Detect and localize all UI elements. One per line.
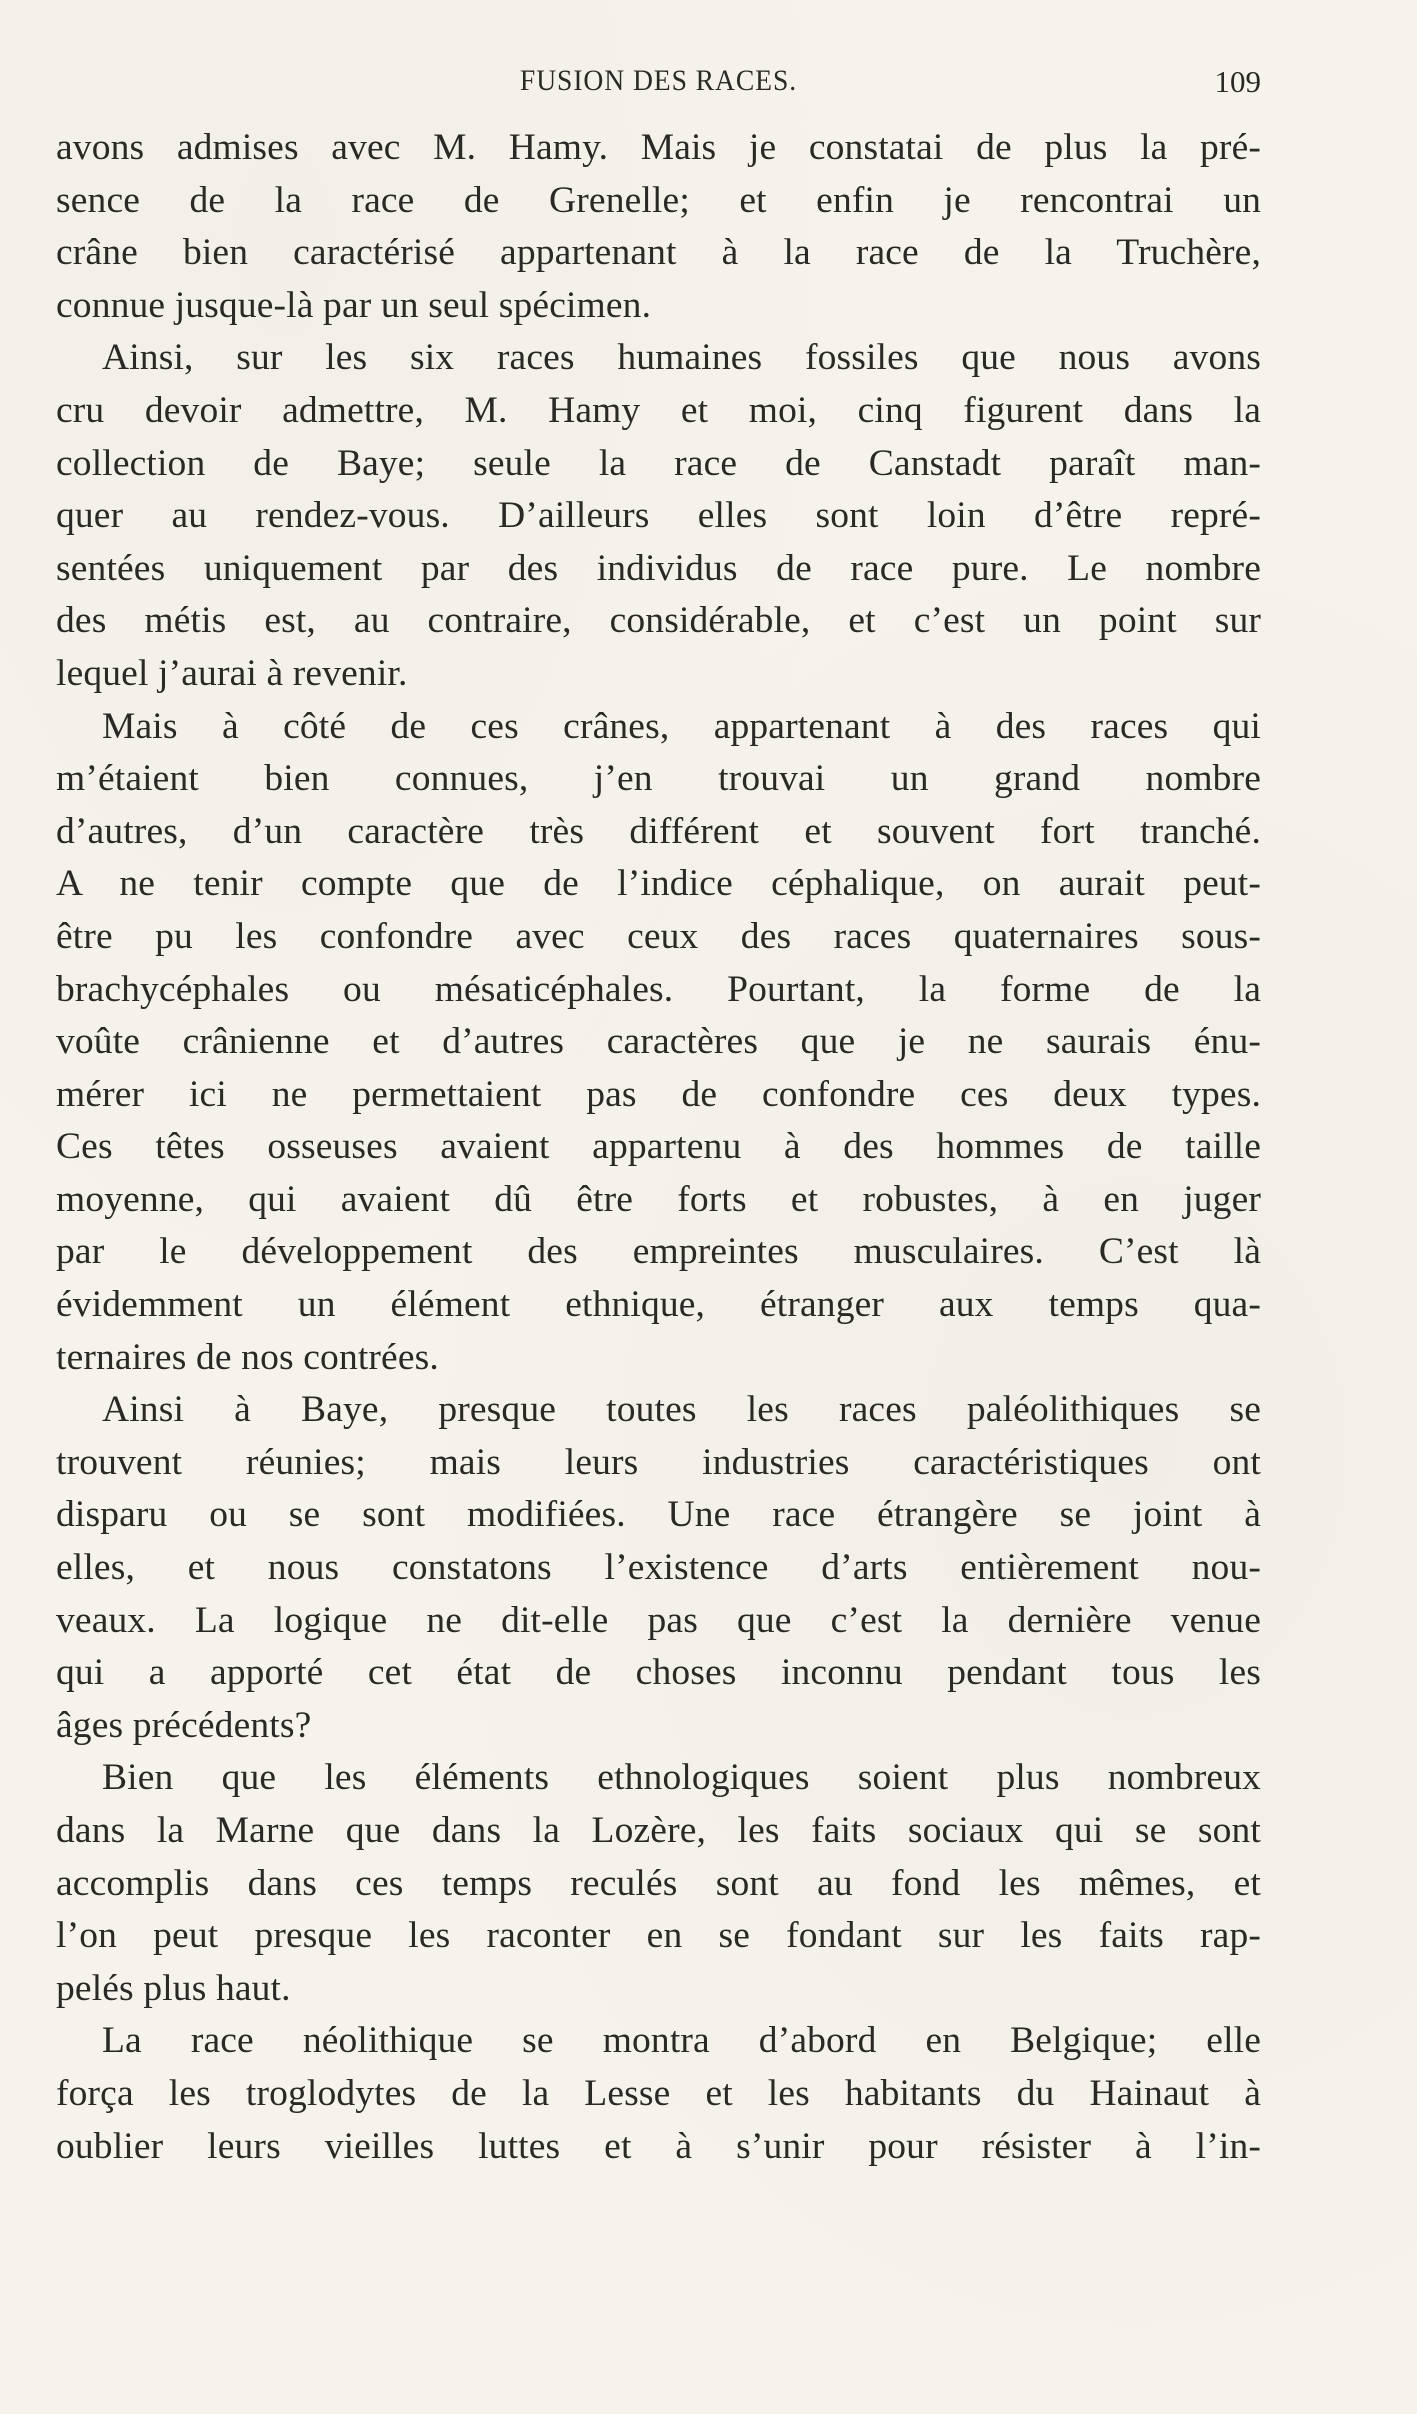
text-line: être pu les confondre avec ceux des races quaternaires sous- <box>56 915 1261 957</box>
text-line: elles, et nous constatons l’existence d’arts entièrement nou- <box>56 1547 1261 1589</box>
text-line: trouvent réunies; mais leurs industries caractéristiques ont <box>56 1441 1261 1483</box>
text-line: lequel j’aurai à revenir. <box>56 652 408 694</box>
text-line: ternaires de nos contrées. <box>56 1336 439 1378</box>
paragraph-1 <box>56 122 1261 332</box>
text-line: Ainsi à Baye, presque toutes les races paléolithiques se <box>102 1389 1261 1431</box>
text-line: cru devoir admettre, M. Hamy et moi, cinq figurent dans la <box>56 389 1261 431</box>
text-line: pelés plus haut. <box>56 1967 291 2009</box>
running-title: FUSION DES RACES. <box>519 64 798 97</box>
text-line: sence de la race de Grenelle; et enfin je rencontrai un <box>56 179 1261 221</box>
paragraph-4 <box>56 1384 1261 1752</box>
text-line: l’on peut presque les raconter en se fondant sur les faits rap- <box>56 1915 1261 1957</box>
text-line: disparu ou se sont modifiées. Une race étrangère se joint à <box>56 1494 1261 1536</box>
text-line: veaux. La logique ne dit-elle pas que c’est la dernière venue <box>56 1599 1261 1641</box>
text-line: Bien que les éléments ethnologiques soient plus nombreux <box>102 1757 1261 1799</box>
text-line: dans la Marne que dans la Lozère, les faits sociaux qui se sont <box>56 1810 1261 1851</box>
paragraph-3 <box>56 701 1261 1385</box>
text-line: La race néolithique se montra d’abord en Belgique; elle <box>102 2020 1261 2062</box>
text-line: connue jusque-là par un seul spécimen. <box>56 284 652 326</box>
paragraph-2 <box>56 332 1261 700</box>
text-line: oublier leurs vieilles luttes et à s’unir pour résister à l’in- <box>56 2125 1261 2167</box>
text-line: m’étaient bien connues, j’en trouvai un grand nombre <box>56 758 1261 800</box>
text-line: força les troglodytes de la Lesse et les habitants du Hainaut à <box>56 2072 1261 2114</box>
text-line: par le développement des empreintes musculaires. C’est là <box>56 1231 1261 1273</box>
text-line: mérer ici ne permettaient pas de confondre ces deux types. <box>56 1073 1261 1115</box>
text-line: brachycéphales ou mésaticéphales. Pourtant, la forme de la <box>56 968 1261 1010</box>
text-line: Mais à côté de ces crânes, appartenant à des races qui <box>102 705 1261 747</box>
text-line: accomplis dans ces temps reculés sont au fond les mêmes, et <box>56 1862 1261 1904</box>
paragraph-6 <box>56 2015 1261 2173</box>
text-line: qui a apporté cet état de choses inconnu pendant tous les <box>56 1652 1261 1694</box>
body-text <box>56 122 1261 2173</box>
text-line: moyenne, qui avaient dû être forts et robustes, à en juger <box>56 1178 1261 1220</box>
text-line: crâne bien caractérisé appartenant à la race de la Truchère, <box>56 232 1261 274</box>
text-line: âges précédents? <box>56 1704 312 1746</box>
text-line: Ces têtes osseuses avaient appartenu à des hommes de taille <box>56 1126 1261 1168</box>
text-line: avons admises avec M. Hamy. Mais je constatai de plus la pré- <box>56 127 1261 168</box>
text-line: A ne tenir compte que de l’indice céphalique, on aurait peut- <box>56 863 1261 905</box>
text-line: quer au rendez-vous. D’ailleurs elles sont loin d’être repré- <box>56 495 1261 537</box>
page-header <box>56 64 1261 112</box>
text-line: d’autres, d’un caractère très différent et souvent fort tranché. <box>56 810 1261 852</box>
page-number: 109 <box>1214 64 1261 99</box>
text-line: évidemment un élément ethnique, étranger aux temps qua- <box>56 1284 1261 1326</box>
paragraph-5 <box>56 1752 1261 2015</box>
text-line: des métis est, au contraire, considérable, et c’est un point sur <box>56 600 1261 642</box>
text-line: sentées uniquement par des individus de race pure. Le nombre <box>56 547 1261 589</box>
text-line: collection de Baye; seule la race de Canstadt paraît man- <box>56 442 1261 484</box>
text-line: voûte crânienne et d’autres caractères que je ne saurais énu- <box>56 1021 1261 1063</box>
text-line: Ainsi, sur les six races humaines fossiles que nous avons <box>102 337 1261 379</box>
